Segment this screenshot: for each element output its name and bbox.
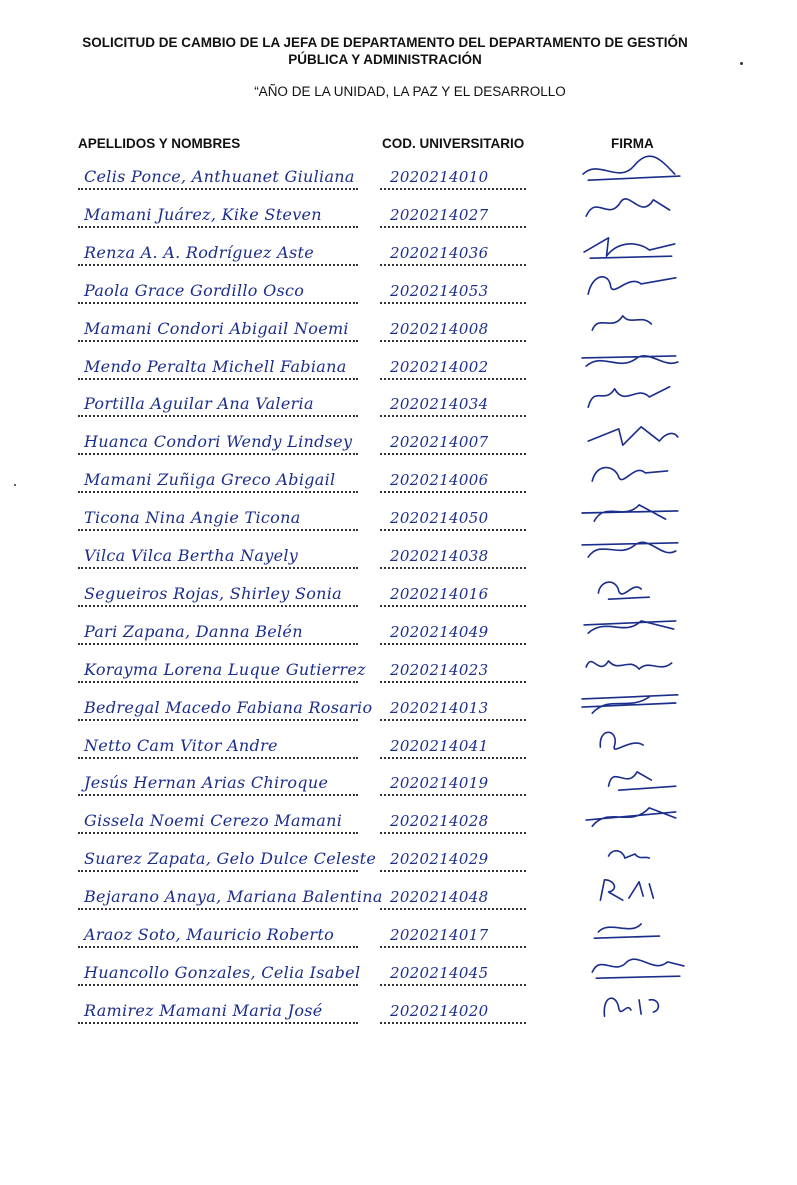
code-cell [380, 916, 526, 948]
signature-cell [578, 461, 690, 493]
name-cell [78, 802, 358, 834]
signature-cell [578, 234, 690, 266]
signature-cell [578, 196, 690, 228]
student-name: Araoz Soto, Mauricio Roberto [84, 925, 335, 944]
signature-cell [578, 651, 690, 683]
student-code: 2020214038 [390, 547, 489, 565]
name-cell [78, 423, 358, 455]
code-cell [380, 878, 526, 910]
student-code: 2020214049 [390, 622, 489, 641]
student-name: Celis Ponce, Anthuanet Giuliana [84, 167, 355, 186]
student-code: 2020214053 [390, 281, 489, 300]
name-cell [78, 272, 358, 304]
code-cell [380, 651, 526, 683]
handwritten-signature [578, 834, 690, 874]
code-cell [380, 537, 526, 569]
signature-cell [578, 158, 690, 190]
name-cell [78, 310, 358, 342]
signature-cell [578, 537, 690, 569]
name-cell [78, 992, 358, 1024]
handwritten-signature [578, 379, 690, 419]
student-name: Vilca Vilca Bertha Nayely [84, 546, 299, 565]
student-name: Mamani Condori Abigail Noemi [84, 318, 349, 338]
name-cell [78, 878, 383, 910]
student-name: Huancollo Gonzales, Celia Isabel [84, 962, 361, 982]
signature-cell [578, 423, 690, 455]
student-name: Paola Grace Gordillo Osco [84, 280, 305, 300]
handwritten-signature [578, 683, 690, 723]
code-cell [380, 613, 526, 645]
student-name: Mendo Peralta Michell Fabiana [84, 356, 347, 376]
code-cell [380, 499, 526, 531]
student-code: 2020214020 [390, 1001, 489, 1020]
name-cell [78, 234, 358, 266]
handwritten-signature [578, 796, 690, 836]
signature-cell [578, 689, 690, 721]
student-name: Mamani Zuñiga Greco Abigail [84, 470, 336, 490]
signature-cell [578, 916, 690, 948]
student-code: 2020214041 [390, 736, 489, 755]
signature-cell [578, 764, 690, 796]
signature-cell [578, 272, 690, 304]
student-name: Segueiros Rojas, Shirley Sonia [84, 583, 342, 603]
student-name: Netto Cam Vitor Andre [84, 735, 278, 755]
name-cell [78, 196, 358, 228]
code-cell [380, 727, 526, 759]
student-code: 2020214045 [390, 963, 489, 982]
name-cell [78, 461, 358, 493]
code-cell [380, 234, 526, 266]
handwritten-signature [578, 228, 690, 268]
name-cell [78, 385, 358, 417]
code-cell [380, 310, 526, 342]
scan-speck [14, 484, 16, 486]
signature-cell [578, 310, 690, 342]
signature-cell [578, 954, 690, 986]
code-cell [380, 461, 526, 493]
code-cell [380, 196, 526, 228]
name-cell [78, 613, 358, 645]
code-cell [380, 689, 526, 721]
document-motto: “AÑO DE LA UNIDAD, LA PAZ Y EL DESARROLLO [254, 84, 566, 99]
code-cell [380, 348, 526, 380]
title-line-2: PÚBLICA Y ADMINISTRACIÓN [288, 52, 482, 67]
name-cell [78, 954, 361, 986]
student-code: 2020214016 [390, 584, 489, 603]
handwritten-signature [578, 721, 690, 761]
student-code: 2020214050 [390, 509, 489, 528]
student-name: Ticona Nina Angie Ticona [84, 508, 301, 528]
name-cell [78, 348, 358, 380]
student-code: 2020214002 [390, 357, 489, 376]
handwritten-signature [578, 986, 690, 1026]
header-names: APELLIDOS Y NOMBRES [78, 136, 241, 151]
student-code: 2020214008 [390, 319, 489, 338]
student-code: 2020214048 [390, 888, 489, 907]
handwritten-signature [578, 493, 690, 533]
student-name: Bedregal Macedo Fabiana Rosario [84, 697, 373, 717]
name-cell [78, 840, 377, 872]
student-code: 2020214017 [390, 926, 489, 944]
student-code: 2020214028 [390, 812, 489, 831]
signature-cell [578, 499, 690, 531]
handwritten-signature [578, 948, 690, 988]
scan-speck [740, 62, 743, 65]
code-cell [380, 764, 526, 796]
name-cell [78, 499, 358, 531]
student-code: 2020214019 [390, 774, 489, 793]
signature-cell [578, 992, 690, 1024]
header-signature: FIRMA [611, 136, 654, 151]
signature-cell [578, 840, 690, 872]
code-cell [380, 802, 526, 834]
name-cell [78, 537, 358, 569]
signature-cell [578, 348, 690, 380]
signature-cell [578, 613, 690, 645]
code-cell [380, 272, 526, 304]
student-code: 2020214010 [390, 168, 489, 186]
handwritten-signature [578, 342, 690, 382]
code-cell [380, 840, 526, 872]
signature-cell [578, 575, 690, 607]
handwritten-signature [578, 645, 690, 685]
student-code: 2020214023 [390, 660, 489, 679]
code-cell [380, 385, 526, 417]
handwritten-signature [578, 872, 690, 912]
student-name: Suarez Zapata, Gelo Dulce Celeste [84, 849, 377, 869]
document-title [60, 34, 710, 68]
student-name: Mamani Juárez, Kike Steven [84, 204, 322, 224]
student-code: 2020214027 [390, 205, 489, 224]
code-cell [380, 423, 526, 455]
student-code: 2020214034 [390, 395, 489, 414]
name-cell [78, 158, 358, 190]
name-cell [78, 651, 366, 683]
name-cell [78, 689, 373, 721]
handwritten-signature [578, 190, 690, 230]
name-cell [78, 727, 358, 759]
student-name: Portilla Aguilar Ana Valeria [84, 394, 314, 414]
signature-cell [578, 878, 690, 910]
table-row [0, 992, 797, 1030]
student-code: 2020214007 [390, 433, 489, 452]
name-cell [78, 916, 358, 948]
student-name: Huanca Condori Wendy Lindsey [84, 432, 353, 452]
signature-cell [578, 727, 690, 759]
student-name: Ramirez Mamani Maria José [84, 1000, 323, 1020]
code-cell [380, 954, 526, 986]
student-code: 2020214029 [390, 850, 489, 869]
handwritten-signature [578, 152, 690, 192]
name-cell [78, 764, 358, 796]
student-name: Renza A. A. Rodríguez Aste [84, 242, 315, 262]
handwritten-signature [578, 569, 690, 609]
student-name: Gissela Noemi Cerezo Mamani [84, 811, 343, 831]
student-code: 2020214006 [390, 471, 489, 490]
handwritten-signature [578, 758, 690, 798]
student-name: Bejarano Anaya, Mariana Balentina [84, 887, 383, 907]
student-name: Pari Zapana, Danna Belén [84, 621, 303, 641]
signature-cell [578, 385, 690, 417]
handwritten-signature [578, 304, 690, 344]
code-cell [380, 992, 526, 1024]
handwritten-signature [578, 607, 690, 647]
handwritten-signature [578, 266, 690, 306]
title-line-1: SOLICITUD DE CAMBIO DE LA JEFA DE DEPARTAMENTO DEL DEPARTAMENTO DE GESTIÓN [82, 35, 688, 50]
handwritten-signature [578, 455, 690, 495]
student-code: 2020214013 [390, 698, 489, 717]
student-name: Koraymа Lorena Luque Gutierrez [84, 659, 366, 679]
header-code: COD. UNIVERSITARIO [382, 136, 525, 151]
name-cell [78, 575, 358, 607]
handwritten-signature [578, 417, 690, 457]
code-cell [380, 158, 526, 190]
handwritten-signature [578, 910, 690, 950]
signature-cell [578, 802, 690, 834]
student-name: Jesús Hernan Arias Chiroque [84, 773, 329, 793]
code-cell [380, 575, 526, 607]
student-code: 2020214036 [390, 243, 489, 262]
handwritten-signature [578, 531, 690, 571]
